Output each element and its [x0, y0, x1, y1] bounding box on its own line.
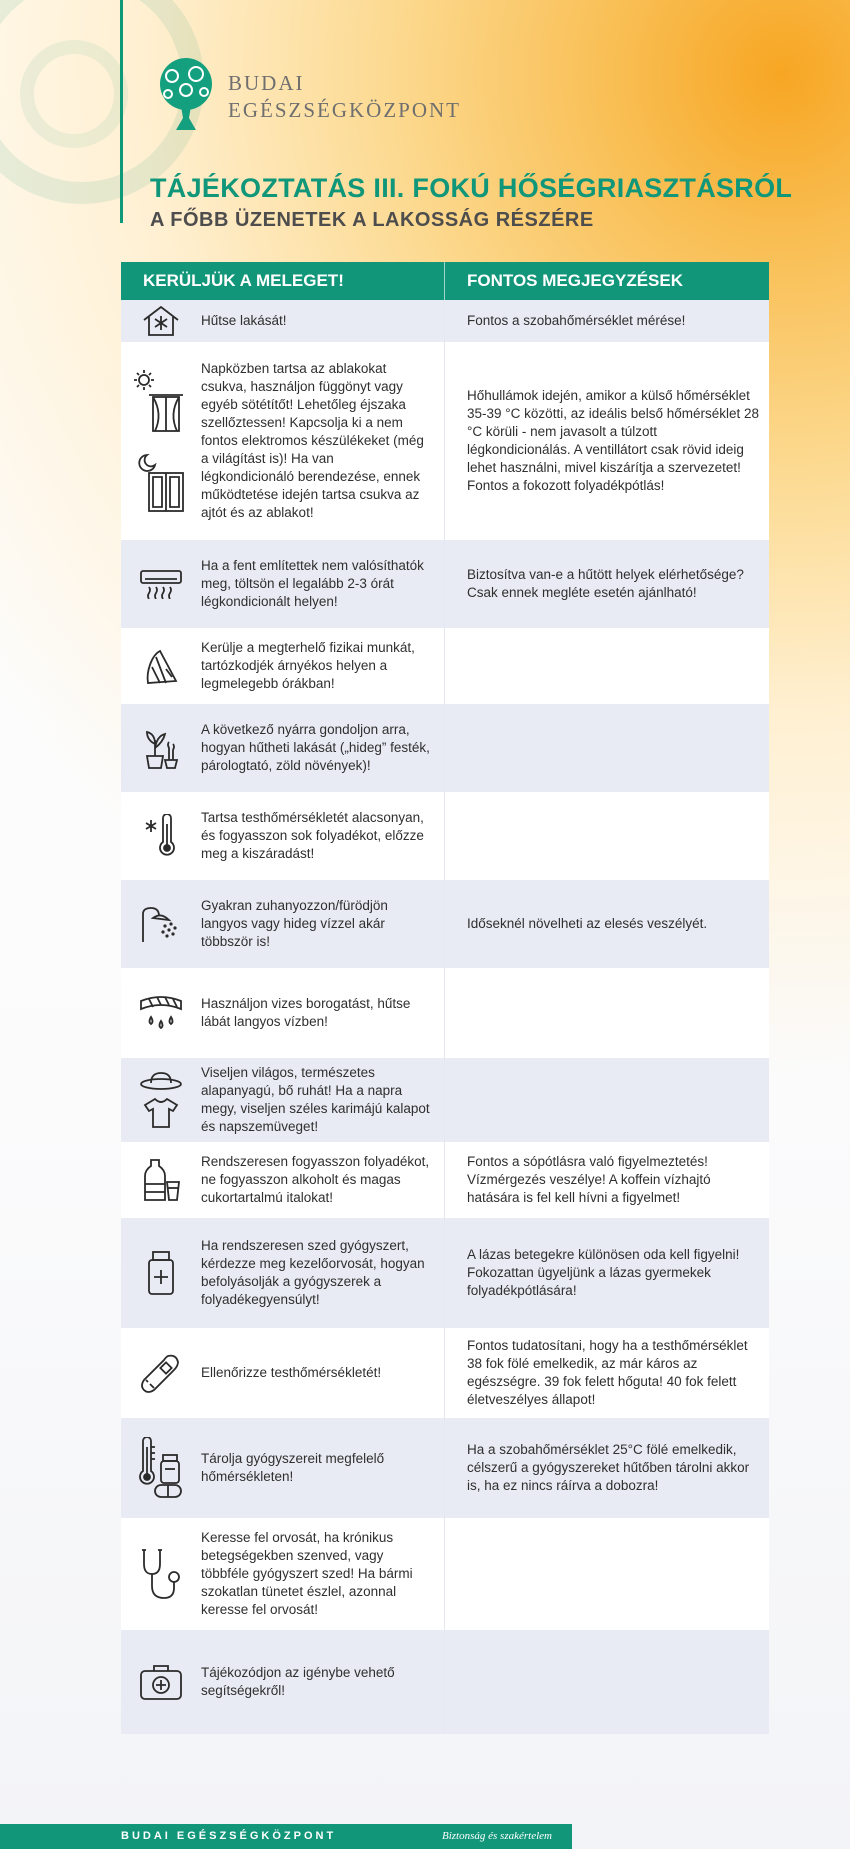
decorative-swirl-inner	[20, 40, 128, 148]
note-text: A lázas betegekre különösen oda kell figyelni! Fokozattan ügyeljünk a lázas gyermekek folyadékpótlására!	[467, 1247, 740, 1298]
note-text	[445, 968, 769, 1058]
column-header-notes: FONTOS MEGJEGYZÉSEK	[467, 271, 684, 290]
advice-text: Tájékozódjon az igénybe vehető segítségekről!	[201, 1665, 395, 1698]
page-subtitle: A FŐBB ÜZENETEK A LAKOSSÁG RÉSZÉRE	[150, 209, 594, 231]
advice-text: Ha rendszeresen szed gyógyszert, kérdezze meg kezelőorvosát, hogyan befolyásolják a gyógyszerek a folyadékegyensúlyt!	[201, 1238, 425, 1307]
note-text	[445, 1630, 769, 1734]
note-text: Biztosítva van-e a hűtött helyek elérhetősége? Csak ennek megléte esetén ajánlható!	[467, 567, 744, 600]
note-text: Fontos tudatosítani, hogy ha a testhőmérséklet 38 fok fölé emelkedik, az már káros az egészségre. 39 fok felett hőguta! 40 fok felett életveszélyes állapot!	[467, 1338, 748, 1407]
table-row	[121, 540, 769, 628]
table-row	[121, 628, 769, 704]
note-text: Időseknél növelheti az elesés veszélyét.	[467, 916, 708, 931]
advice-text: Keresse fel orvosát, ha krónikus betegségekben szenved, vagy többféle gyógyszert szed! Ha bármi szokatlan tünetet észlel, azonnal keresse fel orvosát!	[201, 1530, 413, 1617]
advice-text: A következő nyárra gondoljon arra, hogyan hűtheti lakását („hideg” festék, párologtató, zöld növények)!	[201, 722, 430, 773]
tree-logo-icon	[150, 56, 222, 134]
table-row	[121, 1630, 769, 1734]
table-row	[121, 1058, 769, 1142]
footer-tagline: Biztonság és szakértelem	[442, 1830, 552, 1842]
note-text	[445, 792, 769, 880]
stethoscope-icon	[138, 1546, 184, 1602]
note-text: Fontos a szobahőmérséklet mérése!	[467, 313, 686, 328]
logo-text	[228, 70, 461, 124]
table-row	[121, 880, 769, 968]
advice-table	[121, 262, 769, 1734]
sun-curtain-window-icon	[133, 369, 189, 435]
table-row	[121, 1328, 769, 1418]
advice-text: Tárolja gyógyszereit megfelelő hőmérsékleten!	[201, 1451, 385, 1484]
advice-text: Rendszeresen fogyasszon folyadékot, ne fogyasszon alkoholt és magas cukortartalmú italokat!	[201, 1154, 430, 1205]
advice-text: Használjon vizes borogatást, hűtse lábát langyos vízben!	[201, 996, 411, 1029]
first-aid-kit-icon	[139, 1663, 183, 1701]
wet-towel-icon	[139, 993, 183, 1033]
note-text	[445, 1518, 769, 1630]
thermometer-pills-icon	[137, 1437, 185, 1499]
house-snowflake-icon	[141, 304, 181, 338]
table-row	[121, 968, 769, 1058]
table-row	[121, 704, 769, 792]
table-row	[121, 1142, 769, 1218]
note-text: Fontos a sópótlásra való figyelmeztetés! Vízmérgezés veszélye! A koffein vízhajtó hatására is fel kell hívni a figyelmet!	[467, 1154, 711, 1205]
note-text: Ha a szobahőmérséklet 25°C fölé emelkedik, célszerű a gyógyszereket hűtőben tárolni akkor is, ha ez nincs ráírva a dobozra!	[467, 1442, 750, 1493]
shower-icon	[139, 904, 183, 944]
note-text	[445, 1058, 769, 1142]
page-title: TÁJÉKOZTATÁS III. FOKÚ HŐSÉGRIASZTÁSRÓL	[150, 173, 793, 203]
footer-brand: BUDAI EGÉSZSÉGKÖZPONT	[121, 1830, 337, 1842]
table-header	[121, 262, 769, 300]
tshirt-icon	[141, 1097, 181, 1129]
table-row	[121, 1518, 769, 1630]
header-accent-line	[120, 0, 123, 223]
note-text	[445, 704, 769, 792]
digital-thermometer-icon	[140, 1352, 182, 1394]
plants-icon	[143, 726, 179, 770]
thermometer-snowflake-icon	[143, 814, 179, 858]
table-row	[121, 342, 769, 540]
advice-text: Ha a fent említettek nem valósíthatók meg, töltsön el legalább 2-3 órát légkondicionált helyen!	[201, 558, 424, 609]
table-row	[121, 300, 769, 342]
advice-text: Tartsa testhőmérsékletét alacsonyan, és fogyasszon sok folyadékot, előzze meg a kiszáradást!	[201, 810, 424, 861]
advice-text: Viseljen világos, természetes alapanyagú, bő ruhát! Ha a napra megy, viseljen széles karimájú kalapot és napszemüveget!	[201, 1065, 430, 1134]
hat-icon	[139, 1071, 183, 1091]
note-text: Hőhullámok idején, amikor a külső hőmérséklet 35-39 °C közötti, az ideális belső hőmérséklet 28 °C körüli - nem javasolt a túlzott légkondicionálás. A ventillátort csak rövid ideig lehet használni, mivel kiszárítja a szervezetet! Fontos a fokozott folyadékpótlás!	[467, 388, 760, 493]
advice-text: Kerülje a megterhelő fizikai munkát, tartózkodjék árnyékos helyen a legmelegebb órákban!	[201, 640, 415, 691]
moon-window-icon	[133, 453, 189, 513]
table-row	[121, 1418, 769, 1518]
advice-text: Napközben tartsa az ablakokat csukva, használjon függönyt vagy egyéb sötétítőt! Lehetőleg éjszaka szellőztessen! Kapcsolja ki a nem fontos elektromos készülékeket (még a világítást is)! Ha van légkondicionáló berendezése, ennek működtetése idején tartsa csukva az ajtót és az ablakot!	[201, 361, 424, 520]
advice-text: Gyakran zuhanyozzon/fürödjön langyos vagy hideg vízzel akár többször is!	[201, 898, 388, 949]
table-row	[121, 1218, 769, 1328]
table-row	[121, 792, 769, 880]
footer-bar	[0, 1824, 572, 1849]
water-bottle-icon	[141, 1158, 181, 1202]
advice-text: Ellenőrizze testhőmérsékletét!	[201, 1365, 382, 1380]
advice-text: Hűtse lakását!	[201, 313, 287, 328]
medicine-bottle-icon	[145, 1250, 177, 1296]
column-header-avoid-heat: KERÜLJÜK A MELEGET!	[121, 262, 445, 300]
shade-icon	[142, 647, 180, 685]
air-conditioner-icon	[139, 569, 183, 599]
logo-line-1: BUDAI	[228, 71, 305, 95]
logo-line-2: EGÉSZSÉGKÖZPONT	[228, 98, 461, 122]
note-text	[445, 628, 769, 704]
